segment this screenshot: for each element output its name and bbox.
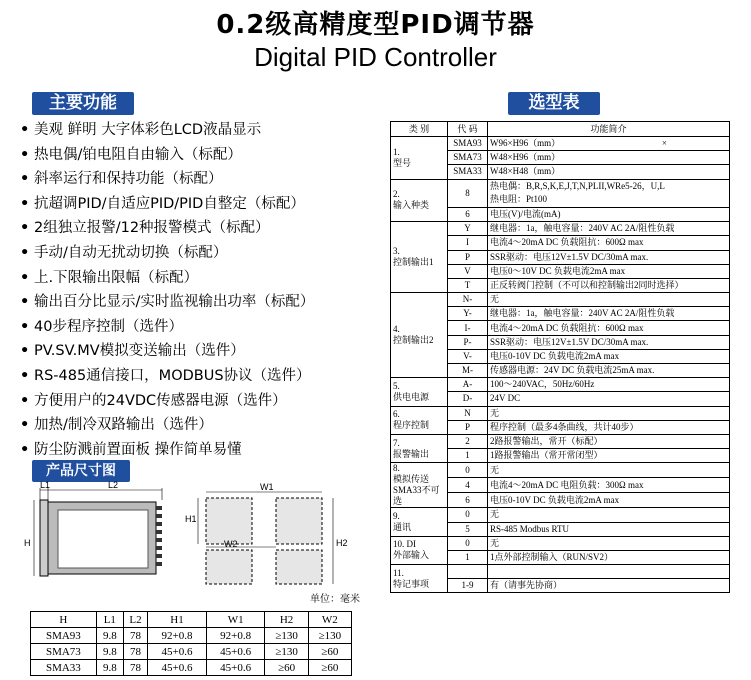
code-cell: 0 [448, 536, 488, 550]
description-line: 无 [490, 537, 500, 548]
description-cell [488, 508, 730, 522]
description-cell [488, 392, 730, 406]
description-line: SSR驱动：电压12V±1.5V DC/30mA max. [490, 251, 649, 262]
feature-item [20, 290, 314, 315]
code-cell: 1 [448, 449, 488, 463]
category-line: 2. [393, 189, 400, 200]
category-line: 9. [393, 511, 400, 522]
description-cell [488, 536, 730, 550]
category-cell [391, 463, 448, 508]
table-cell: 9.8 [96, 628, 123, 644]
feature-item [20, 167, 314, 192]
description-cell [488, 434, 730, 448]
description-line: 电压(V)/电流(mA) [490, 209, 561, 220]
feature-text: 防尘防溅前置面板 操作简单易懂 [34, 441, 242, 458]
code-cell: 4 [448, 478, 488, 493]
category-line: 通讯 [393, 522, 412, 533]
category-line: 控制输出1 [393, 257, 434, 268]
feature-item [20, 241, 314, 266]
table-cell: ≥130 [265, 644, 308, 660]
table-cell: SMA73 [31, 644, 97, 660]
category-line: 型号 [393, 157, 412, 168]
description-line: 100～240VAC，50Hz/60Hz [490, 379, 595, 390]
description-line: 电压0-10V DC 负载电流2mA max [490, 494, 620, 505]
category-line: 1. [393, 146, 400, 157]
bullet-icon: • [20, 392, 30, 409]
table-cell: 92+0.8 [148, 628, 207, 644]
unit-label: 单位：毫米 [310, 594, 360, 605]
description-line: 热电偶：B,R,S,K,E,J,T,N,PLII,WRe5-26，U,L [490, 181, 665, 192]
code-cell: P [448, 250, 488, 264]
feature-text: PV.SV.MV模拟变送输出（选件） [34, 343, 245, 360]
category-cell [391, 378, 448, 406]
table-cell: 45+0.6 [148, 644, 207, 660]
category-line: 供电电源 [393, 391, 430, 402]
category-cell [391, 137, 448, 180]
bullet-icon: • [20, 244, 30, 261]
table-cell: SMA33 [31, 660, 97, 676]
code-cell: SMA33 [448, 165, 488, 179]
description-cell [488, 307, 730, 321]
feature-item [20, 266, 314, 291]
label-l2: L2 [108, 480, 119, 490]
bullet-icon: • [20, 441, 30, 458]
description-cell [488, 165, 730, 179]
description-cell [488, 478, 730, 493]
category-line: 5. [393, 380, 400, 391]
category-line: 程序控制 [393, 420, 430, 431]
cutout-1-shape [206, 498, 252, 544]
code-cell: 6 [448, 493, 488, 508]
code-cell: 0 [448, 508, 488, 522]
bullet-icon: • [20, 417, 30, 434]
code-cell: V [448, 264, 488, 278]
category-line: 11. [393, 567, 404, 578]
cutout-2-shape [276, 498, 322, 544]
description-line: 热电阻：Pt100 [490, 194, 548, 205]
cutout-3-shape [206, 550, 252, 584]
feature-item [20, 339, 314, 364]
description-cell [488, 264, 730, 278]
feature-item [20, 143, 314, 168]
description-cell [488, 522, 730, 536]
description-line: 24V DC [490, 393, 521, 404]
bullet-icon: • [20, 122, 30, 138]
description-cell [488, 550, 730, 564]
table-cell: 45+0.6 [206, 644, 265, 660]
table-cell: H [31, 612, 97, 628]
table-cell: 9.8 [96, 660, 123, 676]
code-cell: SMA73 [448, 151, 488, 165]
description-line: 电压0-10V DC 负载电流2mA max [490, 350, 620, 361]
front-bezel-shape [40, 500, 48, 576]
dimension-drawing-svg [28, 486, 360, 592]
code-cell: Y [448, 222, 488, 236]
category-line: 外部输入 [393, 550, 430, 561]
code-cell: 2 [448, 434, 488, 448]
description-cell [488, 179, 730, 207]
bullet-icon: • [20, 367, 30, 384]
feature-text: 输出百分比显示/实时监视输出功率（标配） [34, 294, 315, 311]
code-cell: M- [448, 364, 488, 378]
code-cell: A- [448, 378, 488, 392]
feature-item [20, 438, 314, 463]
terminal-block-shape [156, 506, 162, 566]
description-line: RS-485 Modbus RTU [490, 523, 569, 534]
code-cell: V- [448, 349, 488, 363]
table-row [391, 293, 730, 307]
label-w1: W1 [260, 482, 274, 492]
table-row [391, 565, 730, 579]
category-line: 10. DI [393, 539, 416, 550]
code-cell: 6 [448, 207, 488, 221]
table-cell: 45+0.6 [148, 660, 207, 676]
table-cell: SMA93 [31, 628, 97, 644]
code-cell: N [448, 406, 488, 420]
description-cell [488, 349, 730, 363]
feature-text: 加热/制冷双路输出（选件） [34, 417, 213, 434]
description-cell [488, 335, 730, 349]
bullet-icon: • [20, 220, 30, 237]
feature-text: 方便用户的24VDC传感器电源（选件） [34, 392, 287, 409]
description-cell [488, 236, 730, 250]
category-cell [391, 222, 448, 293]
column-header: 代 码 [448, 122, 488, 137]
category-line: 4. [393, 324, 400, 335]
description-cell [488, 321, 730, 335]
category-cell [391, 293, 448, 378]
description-cell [488, 378, 730, 392]
code-cell: P- [448, 335, 488, 349]
table-cell: W1 [206, 612, 265, 628]
description-line: SSR驱动：电压12V±1.5V DC/30mA max. [490, 336, 649, 347]
table-cell: H2 [265, 612, 308, 628]
description-cell [488, 364, 730, 378]
category-line: 报警输出 [393, 448, 430, 459]
table-row [391, 137, 730, 151]
description-cell [488, 293, 730, 307]
dimension-drawing [24, 480, 360, 605]
table-cell: ≥130 [308, 628, 351, 644]
page-title: 0.2级高精度型PID调节器 [216, 10, 535, 40]
category-line: 模拟传送 [393, 474, 430, 485]
description-cell [488, 137, 730, 151]
feature-text: 上.下限输出限幅（标配） [34, 269, 199, 286]
code-cell: SMA93 [448, 137, 488, 151]
label-l1: L1 [40, 480, 51, 490]
bullet-icon: • [20, 343, 30, 360]
description-line: 1点外部控制输入（RUN/SV2） [490, 551, 614, 562]
description-cell [488, 278, 730, 292]
selection-header-row [391, 122, 730, 137]
table-cell: W2 [308, 612, 351, 628]
column-header: 功能简介 [488, 122, 730, 137]
description-line: W48×H48（mm） [490, 166, 561, 177]
code-cell: 1 [448, 550, 488, 564]
code-cell: 8 [448, 179, 488, 207]
description-line: 传感器电源：24V DC 负载电流25mA max. [490, 365, 655, 376]
size-header: 产品尺寸图 [32, 460, 130, 482]
feature-text: 40步程序控制（选件） [34, 318, 183, 335]
category-cell [391, 536, 448, 564]
description-line: 电压0～10V DC 负载电流2mA max [490, 265, 626, 276]
feature-item [20, 389, 314, 414]
dim-header-row [31, 612, 352, 628]
table-cell: ≥60 [308, 644, 351, 660]
description-line: 无 [490, 509, 500, 520]
feature-text: 热电偶/铂电阻自由输入（标配） [34, 146, 242, 163]
table-row [391, 222, 730, 236]
table-cell: 78 [123, 628, 147, 644]
code-cell: 1-9 [448, 579, 488, 593]
page-subtitle: Digital PID Controller [254, 42, 497, 72]
description-cell [488, 579, 730, 593]
code-cell: T [448, 278, 488, 292]
cutout-4-shape [276, 550, 322, 584]
table-row [391, 508, 730, 522]
description-line: 继电器：1a，触电容量：240V AC 2A/阻性负载 [490, 308, 675, 319]
description-cell [488, 406, 730, 420]
description-cell [488, 207, 730, 221]
table-row [391, 434, 730, 448]
description-line: 1路报警输出（常开常闭型） [490, 450, 603, 461]
description-line: 电流4～20mA DC 负载阻抗：600Ω max [490, 322, 644, 333]
category-line: 3. [393, 246, 400, 257]
features-header: 主要功能 [32, 92, 134, 115]
description-cell [488, 420, 730, 434]
feature-item [20, 364, 314, 389]
description-line: 继电器：1a，触电容量：240V AC 2A/阻性负载 [490, 223, 675, 234]
category-cell [391, 565, 448, 593]
bullet-icon: • [20, 318, 30, 335]
label-h1: H1 [185, 514, 197, 524]
feature-item [20, 118, 314, 143]
table-row [391, 378, 730, 392]
feature-item [20, 216, 314, 241]
code-cell: N- [448, 293, 488, 307]
category-line: 6. [393, 409, 400, 420]
feature-item [20, 315, 314, 340]
description-line: W48×H96（mm） [490, 152, 561, 163]
description-line: 2路报警输出，常开（标配） [490, 436, 603, 447]
description-line: 电流4～20mA DC 负载阻抗：600Ω max [490, 237, 644, 248]
feature-item [20, 192, 314, 217]
code-cell: I- [448, 321, 488, 335]
description-line: 有（请事先协商） [490, 580, 563, 591]
label-w2: W2 [224, 539, 238, 549]
description-line: 无 [490, 464, 500, 475]
feature-text: RS-485通信接口，MODBUS协议（选件） [34, 367, 311, 384]
description-cell [488, 463, 730, 478]
label-h2: H2 [336, 538, 348, 548]
table-row [31, 660, 352, 676]
housing-inner-shape [58, 510, 148, 568]
table-cell: 45+0.6 [206, 660, 265, 676]
code-cell: 0 [448, 463, 488, 478]
feature-item [20, 413, 314, 438]
table-cell: H1 [148, 612, 207, 628]
code-cell: P [448, 420, 488, 434]
bullet-icon: • [20, 146, 30, 163]
label-h: H [24, 538, 31, 548]
description-cell [488, 565, 730, 579]
table-cell: 9.8 [96, 644, 123, 660]
table-cell: ≥130 [265, 628, 308, 644]
code-cell: D- [448, 392, 488, 406]
feature-text: 抗超调PID/自适应PID/PID自整定（标配） [34, 195, 305, 212]
table-cell: L1 [96, 612, 123, 628]
table-row [31, 644, 352, 660]
code-cell: Y- [448, 307, 488, 321]
category-line: 特记事项 [393, 578, 430, 589]
table-row [391, 536, 730, 550]
category-cell [391, 179, 448, 222]
category-line: 8. [393, 463, 400, 474]
description-cell [488, 493, 730, 508]
table-row [31, 628, 352, 644]
table-row [391, 463, 730, 478]
category-cell [391, 406, 448, 434]
description-line: 正反转阀门控制（不可以和控制输出2同时选择） [490, 279, 684, 290]
description-line: 无 [490, 294, 500, 305]
column-header: 类 别 [391, 122, 448, 137]
code-cell: 5 [448, 522, 488, 536]
code-cell: I [448, 236, 488, 250]
code-cell [448, 565, 488, 579]
table-row [391, 179, 730, 207]
description-cell [488, 250, 730, 264]
bullet-icon: • [20, 171, 30, 188]
description-line: 无 [490, 407, 500, 418]
description-line: 程序控制（最多4条曲线，共计40步） [490, 421, 639, 432]
table-cell: ≥60 [265, 660, 308, 676]
category-line: SMA33不可选 [393, 485, 440, 507]
category-line: 输入种类 [393, 200, 430, 211]
description-cell [488, 449, 730, 463]
description-cell [488, 151, 730, 165]
feature-text: 美观 鲜明 大字体彩色LCD液晶显示 [34, 122, 262, 138]
selection-table [390, 121, 730, 593]
close-mark-icon: × [661, 138, 667, 149]
description-cell [488, 222, 730, 236]
feature-text: 斜率运行和保持功能（标配） [34, 171, 223, 188]
table-cell: ≥60 [308, 660, 351, 676]
table-cell: L2 [123, 612, 147, 628]
table-cell: 78 [123, 644, 147, 660]
bullet-icon: • [20, 195, 30, 212]
description-line: 电流4～20mA DC 电阻负载：300Ω max [490, 479, 644, 490]
feature-text: 手动/自动无扰动切换（标配） [34, 244, 228, 261]
table-row [391, 406, 730, 420]
category-cell [391, 434, 448, 462]
feature-text: 2组独立报警/12种报警模式（标配） [34, 220, 270, 237]
selection-header: 选型表 [508, 92, 600, 115]
dimension-table [30, 611, 352, 676]
feature-list [20, 118, 314, 462]
category-line: 控制输出2 [393, 335, 434, 346]
bullet-icon: • [20, 269, 30, 286]
table-cell: 78 [123, 660, 147, 676]
category-line: 7. [393, 437, 400, 448]
description-line: W96×H96（mm） [490, 138, 561, 149]
bullet-icon: • [20, 294, 30, 311]
table-cell: 92+0.8 [206, 628, 265, 644]
category-cell [391, 508, 448, 536]
